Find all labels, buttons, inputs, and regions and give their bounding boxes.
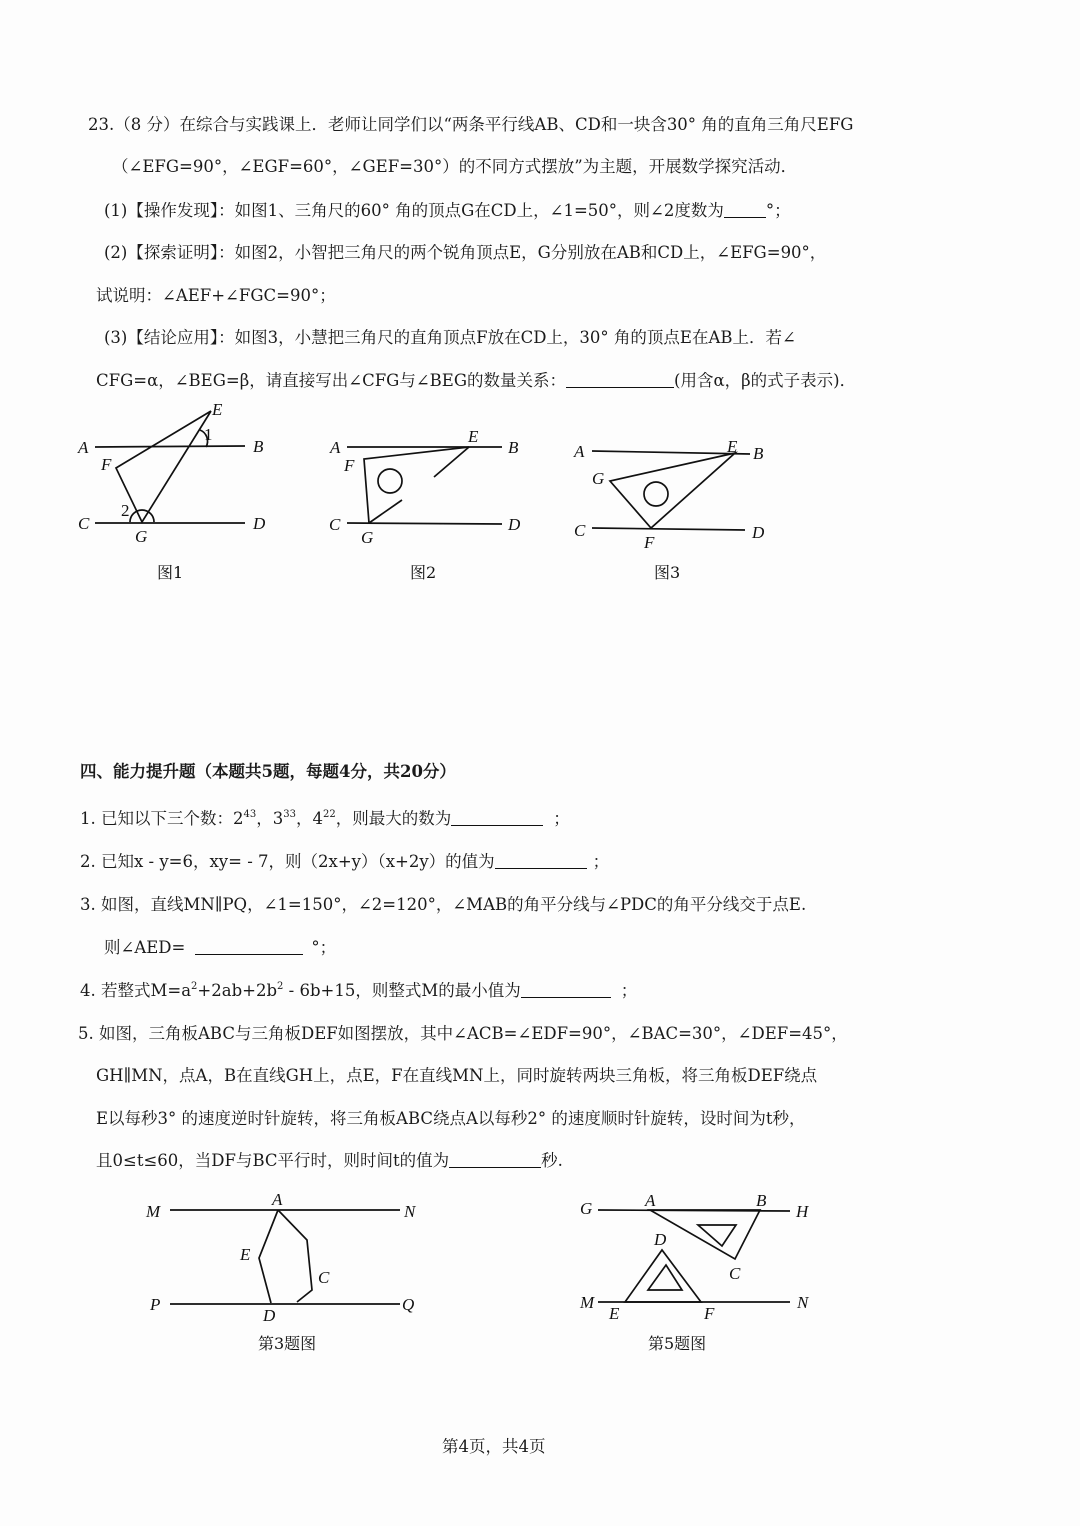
q1-text: ，4 [295, 809, 323, 828]
geometry-stroke [698, 1225, 736, 1246]
exponent: 43 [243, 809, 257, 820]
section4-heading: 四、能力提升题（本题共5题，每题4分，共20分） [80, 762, 456, 781]
label-B: B [753, 444, 764, 463]
q23-part3-text: CFG=α，∠BEG=β，请直接写出∠CFG与∠BEG的数量关系： [96, 371, 567, 390]
q3-figure [145, 1190, 417, 1353]
label-A: A [272, 1190, 283, 1209]
figure-1-caption: 图1 [157, 563, 184, 582]
exponent: 33 [283, 809, 296, 820]
label-D: D [253, 514, 266, 533]
label-F: F [644, 533, 655, 552]
label-B: B [508, 438, 519, 457]
q5-figure-caption: 第5题图 [648, 1334, 707, 1353]
q23-part3: (3)【结论应用】：如图3，小慧把三角尺的直角顶点F放在CD上，30° 角的顶点E在AB上．若∠ [104, 328, 796, 347]
q23-line1: 23.（8 分）在综合与实践课上．老师让同学们以“两条平行线AB、CD和一块含30° 角的直角三角尺EFG [88, 115, 854, 134]
geometry-stroke [592, 528, 745, 530]
q1-tail: ； [553, 809, 570, 828]
geometry-stroke [116, 411, 211, 522]
label-E: E [468, 427, 479, 446]
label-H: H [796, 1202, 809, 1221]
q23-line2: （∠EFG=90°，∠EGF=60°，∠GEF=30°）的不同方式摆放”为主题，开展数学探究活动． [112, 157, 798, 176]
geometry-stroke [650, 1210, 760, 1259]
triangle-hole-circle [378, 469, 402, 493]
label-A: A [645, 1191, 656, 1210]
label-M: M [146, 1202, 161, 1221]
geometry-stroke [95, 446, 245, 447]
geometry-stroke [610, 453, 735, 528]
geometry-stroke [434, 447, 469, 477]
label-C: C [329, 515, 341, 534]
q4-tail: ； [620, 981, 638, 1000]
s4-q3: 3. 如图，直线MN∥PQ，∠1=150°，∠2=120°，∠MAB的角平分线与∠PDC的角平分线交于点E. [80, 895, 807, 914]
exponent: 2 [191, 981, 198, 992]
label-C: C [729, 1264, 741, 1283]
label-F: F [704, 1304, 715, 1323]
label-F: F [101, 455, 112, 474]
label-G: G [135, 527, 148, 546]
label-C: C [78, 514, 90, 533]
page-number: 第4页，共4页 [442, 1437, 546, 1456]
label-F: F [344, 456, 355, 475]
geometry-stroke [259, 1210, 278, 1303]
q1-text: ，则最大的数为 [335, 809, 452, 828]
q23-part2: (2)【探索证明】：如图2，小智把三角尺的两个锐角顶点E，G分别放在AB和CD上，∠EFG=90°， [104, 243, 827, 262]
label-P: P [150, 1295, 161, 1314]
q23-part2-cont: 试说明：∠AEF+∠FGC=90°； [96, 286, 336, 305]
label-D: D [752, 523, 765, 542]
label-E: E [240, 1245, 251, 1264]
geometry-stroke [364, 447, 469, 523]
exponent: 22 [322, 809, 336, 820]
label-E: E [212, 400, 223, 419]
label-A: A [574, 442, 585, 461]
angle-2-label: 2 [121, 501, 130, 520]
label-A: A [78, 438, 89, 457]
q2-text: 2. 已知x - y=6，xy= - 7，则（2x+y）（x+2y）的值为 [80, 852, 495, 871]
figure-3-caption: 图3 [654, 563, 681, 582]
q3-tail: °； [311, 938, 337, 957]
q23-part1-tail: °； [765, 201, 791, 220]
geometry-stroke [625, 1250, 701, 1302]
label-G: G [592, 469, 605, 488]
figure-2-caption: 图2 [410, 563, 437, 582]
q23-part1-text: (1)【操作发现】：如图1、三角尺的60° 角的顶点G在CD上，∠1=50°，则∠2度数为 [104, 201, 724, 220]
s4-q5-l3: E以每秒3° 的速度逆时针旋转，将三角板ABC绕点A以每秒2° 的速度顺时针旋转，设时间为t秒， [96, 1109, 806, 1128]
label-E: E [609, 1304, 620, 1323]
q5-text: 且0≤t≤60，当DF与BC平行时，则时间t的值为 [96, 1151, 450, 1170]
label-M: M [580, 1293, 595, 1312]
q5-tail: 秒. [541, 1151, 563, 1170]
q23-part3-tail: (用含α，β的式子表示)． [674, 371, 857, 390]
geometry-stroke [369, 500, 402, 523]
exponent: 2 [277, 981, 284, 992]
s4-q5-l1: 5. 如图，三角板ABC与三角板DEF如图摆放，其中∠ACB=∠EDF=90°，∠BAC=30°，∠DEF=45°， [78, 1024, 848, 1043]
s4-q5-l2: GH∥MN，点A，B在直线GH上，点E，F在直线MN上，同时旋转两块三角板，将三角板DEF绕点 [96, 1066, 818, 1085]
triangle-hole-circle [644, 482, 668, 506]
q1-text: 1. 已知以下三个数：2 [80, 809, 244, 828]
label-N: N [404, 1202, 416, 1221]
label-Q: Q [402, 1295, 415, 1314]
label-N: N [797, 1293, 809, 1312]
q5-figure [579, 1191, 810, 1353]
q3-text: 则∠AED= [104, 938, 186, 957]
label-D: D [654, 1230, 667, 1249]
geometry-stroke [278, 1210, 312, 1302]
label-B: B [756, 1191, 767, 1210]
angle-1-label: 1 [204, 425, 213, 444]
figure-2 [329, 427, 521, 582]
label-E: E [727, 437, 738, 456]
figure-1 [77, 400, 266, 582]
q4-text: - 6b+15，则整式M的最小值为 [283, 981, 521, 1000]
label-A: A [330, 438, 341, 457]
label-G: G [361, 528, 374, 547]
q4-text: 4. 若整式M=a [80, 981, 192, 1000]
q1-text: ，3 [256, 809, 284, 828]
label-D: D [263, 1306, 276, 1325]
q3-figure-caption: 第3题图 [258, 1334, 317, 1353]
label-B: B [253, 437, 264, 456]
label-C: C [318, 1268, 330, 1287]
figure-3 [573, 437, 765, 582]
label-G: G [580, 1199, 593, 1218]
label-C: C [574, 521, 586, 540]
q4-text: +2ab+2b [197, 981, 278, 1000]
label-D: D [508, 515, 521, 534]
q2-tail: ； [592, 852, 610, 871]
